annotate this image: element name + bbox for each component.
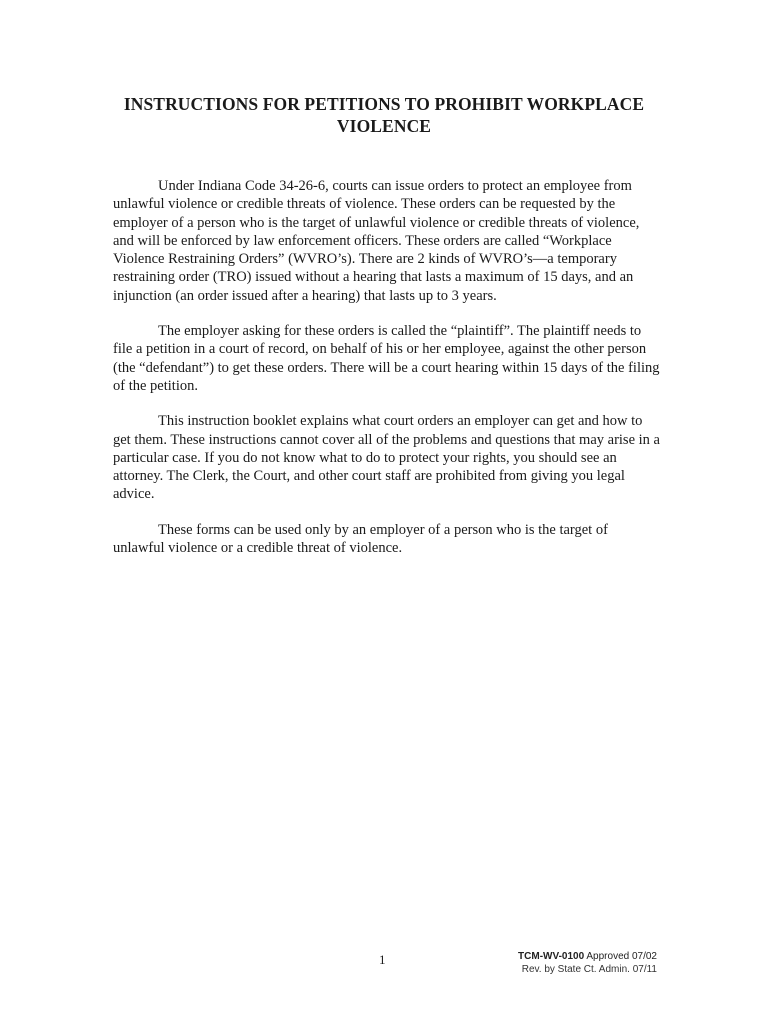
- document-body: [113, 177, 661, 574]
- paragraph-plaintiff: The employer asking for these orders is called the “plaintiff”. The plaintiff needs to file a petition in a court of record, on behalf of his or her employee, against the other person (the “defendant”) to get these orders. There will be a court hearing within 15 days of the filing of the petition.: [113, 323, 660, 394]
- paragraph-legal-basis: Under Indiana Code 34-26-6, courts can issue orders to protect an employee from unlawful violence or credible threats of violence. These orders can be requested by the employer of a person who is the target of unlawful violence or credible threats of violence, and will be enforced by law enforcement officers. These orders are called “Workplace Violence Restraining Orders” (WVRO’s). There are 2 kinds of WVRO’s—a temporary restraining order (TRO) issued without a hearing that lasts a maximum of 15 days, and an injunction (an order issued after a hearing) that lasts up to 3 years.: [113, 178, 640, 304]
- form-approved-date: Approved 07/02: [584, 951, 657, 962]
- paragraph-booklet-purpose: This instruction booklet explains what court orders an employer can get and how to get them. These instructions cannot cover all of the problems and questions that may arise in a particular case. If you do not know what to do to protect your rights, you should see an attorney. The Clerk, the Court, and other court staff are prohibited from giving you legal advice.: [113, 413, 660, 503]
- form-revision: Rev. by State Ct. Admin. 07/11: [521, 963, 657, 975]
- form-footer: [518, 951, 657, 976]
- paragraph-form-eligibility: These forms can be used only by an employer of a person who is the target of unlawful violence or a credible threat of violence.: [113, 521, 608, 557]
- form-approval-line: [518, 951, 657, 964]
- form-code: TCM-WV-0100: [518, 951, 585, 962]
- document-title: INSTRUCTIONS FOR PETITIONS TO PROHIBIT WORKPLACE VIOLENCE: [123, 94, 645, 136]
- page-number: 1: [379, 952, 386, 967]
